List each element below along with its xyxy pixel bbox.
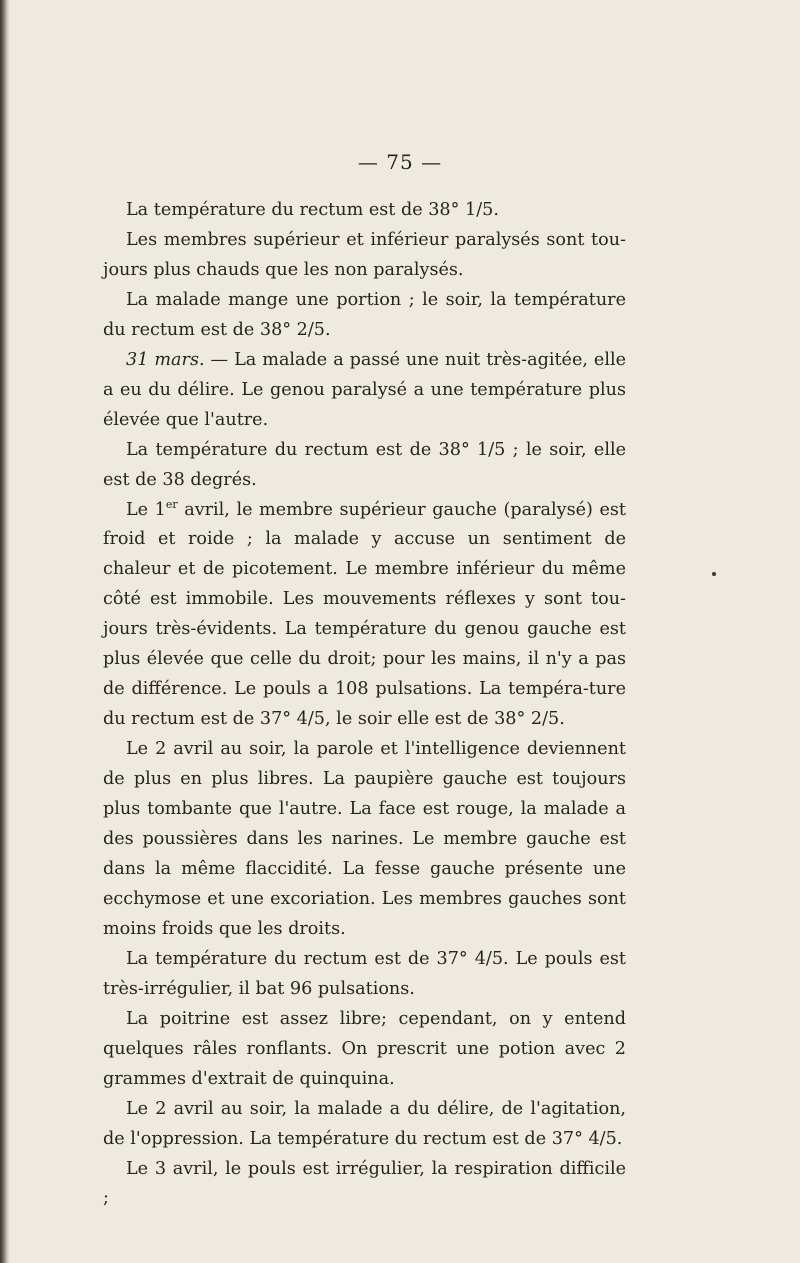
body-text — [103, 196, 626, 1214]
paragraph-6-text: avril, le membre supérieur gauche (paralysé) est froid et roide ; la malade y accuse un sentiment de chaleur et de picotement. Le membre inférieur du même côté est immobile. Les mouvements réflexes y sont tou-jours très-évidents. La température du genou gauche est plus élevée que celle du droit; pour les mains, il n'y a pas de différence. Le pouls a 108 pulsations. La tempéra-ture du rectum est de 37° 4/5, le soir elle est de 38° 2/5. — [103, 499, 626, 730]
entry-day: Le 1 — [126, 499, 166, 520]
page-number: — 75 — — [357, 150, 443, 174]
paragraph-6 — [103, 496, 626, 736]
paragraph-7: Le 2 avril au soir, la parole et l'intelligence deviennent de plus en plus libres. La paupière gauche est toujours plus tombante que l'autre. La face est rouge, la malade a des poussières dans les narines. Le membre gauche est dans la même flaccidité. La fesse gauche présente une ecchymose et une excoriation. Les membres gauches sont moins froids que les droits. — [103, 739, 626, 939]
ink-speck — [712, 572, 716, 576]
paragraph-4-text: — La malade a passé une nuit très-agitée, elle a eu du délire. Le genou paralysé a une température plus élevée que l'autre. — [103, 349, 627, 430]
paragraph-3: La malade mange une portion ; le soir, la température du rectum est de 38° 2/5. — [103, 289, 626, 340]
paragraph-5: La température du rectum est de 38° 1/5 ; le soir, elle est de 38 degrés. — [103, 439, 626, 490]
paragraph-8: La température du rectum est de 37° 4/5. Le pouls est très-irrégulier, il bat 96 pulsations. — [103, 948, 626, 999]
paragraph-9: La poitrine est assez libre; cependant, on y entend quelques râles ronflants. On prescrit une potion avec 2 grammes d'extrait de quinquina. — [103, 1008, 626, 1089]
entry-date: 31 mars. — [126, 349, 205, 370]
paragraph-11: Le 3 avril, le pouls est irrégulier, la respiration difficile ; — [103, 1158, 626, 1209]
paragraph-1: La température du rectum est de 38° 1/5. — [126, 200, 499, 220]
paragraph-2: Les membres supérieur et inférieur paralysés sont tou-jours plus chauds que les non paralysés. — [103, 229, 626, 280]
paragraph-10: Le 2 avril au soir, la malade a du délire, de l'agitation, de l'oppression. La température du rectum est de 37° 4/5. — [103, 1098, 626, 1149]
ordinal-suffix: er — [165, 497, 178, 511]
paragraph-4 — [103, 346, 626, 436]
binding-edge — [0, 0, 10, 1263]
